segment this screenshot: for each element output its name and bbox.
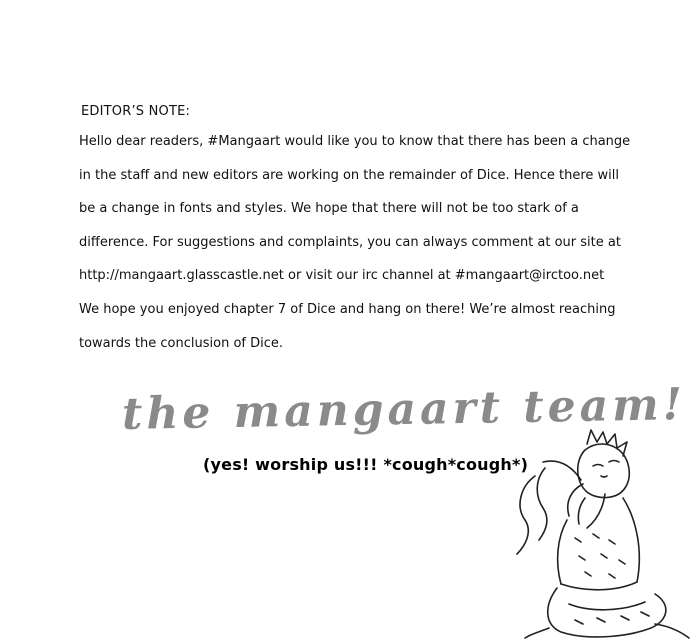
note-line-6: We hope you enjoyed chapter 7 of Dice and hang on there! We’re almost reaching bbox=[79, 301, 616, 317]
note-line-7: towards the conclusion of Dice. bbox=[79, 335, 284, 351]
note-line-2: in the staff and new editors are working on the remainder of Dice. Hence there will bbox=[79, 167, 620, 183]
praying-manga-character-icon bbox=[505, 428, 695, 640]
editor-note-heading: EDITOR’S NOTE: bbox=[81, 104, 191, 119]
note-line-3: be a change in fonts and styles. We hope that there will not be too stark of a bbox=[79, 201, 579, 217]
note-line-1: Hello dear readers, #Mangaart would like you to know that there has been a change bbox=[79, 134, 631, 149]
note-line-5: http://mangaart.glasscastle.net or visit our irc channel at #mangaart@irctoo.net bbox=[79, 268, 605, 284]
editor-note-body bbox=[79, 130, 639, 365]
team-tagline: (yes! worship us!!! *cough*cough*) bbox=[203, 455, 529, 474]
team-signature: the mangaart team! bbox=[121, 379, 687, 440]
note-line-4: difference. For suggestions and complaints, you can always comment at our site at bbox=[79, 234, 621, 250]
